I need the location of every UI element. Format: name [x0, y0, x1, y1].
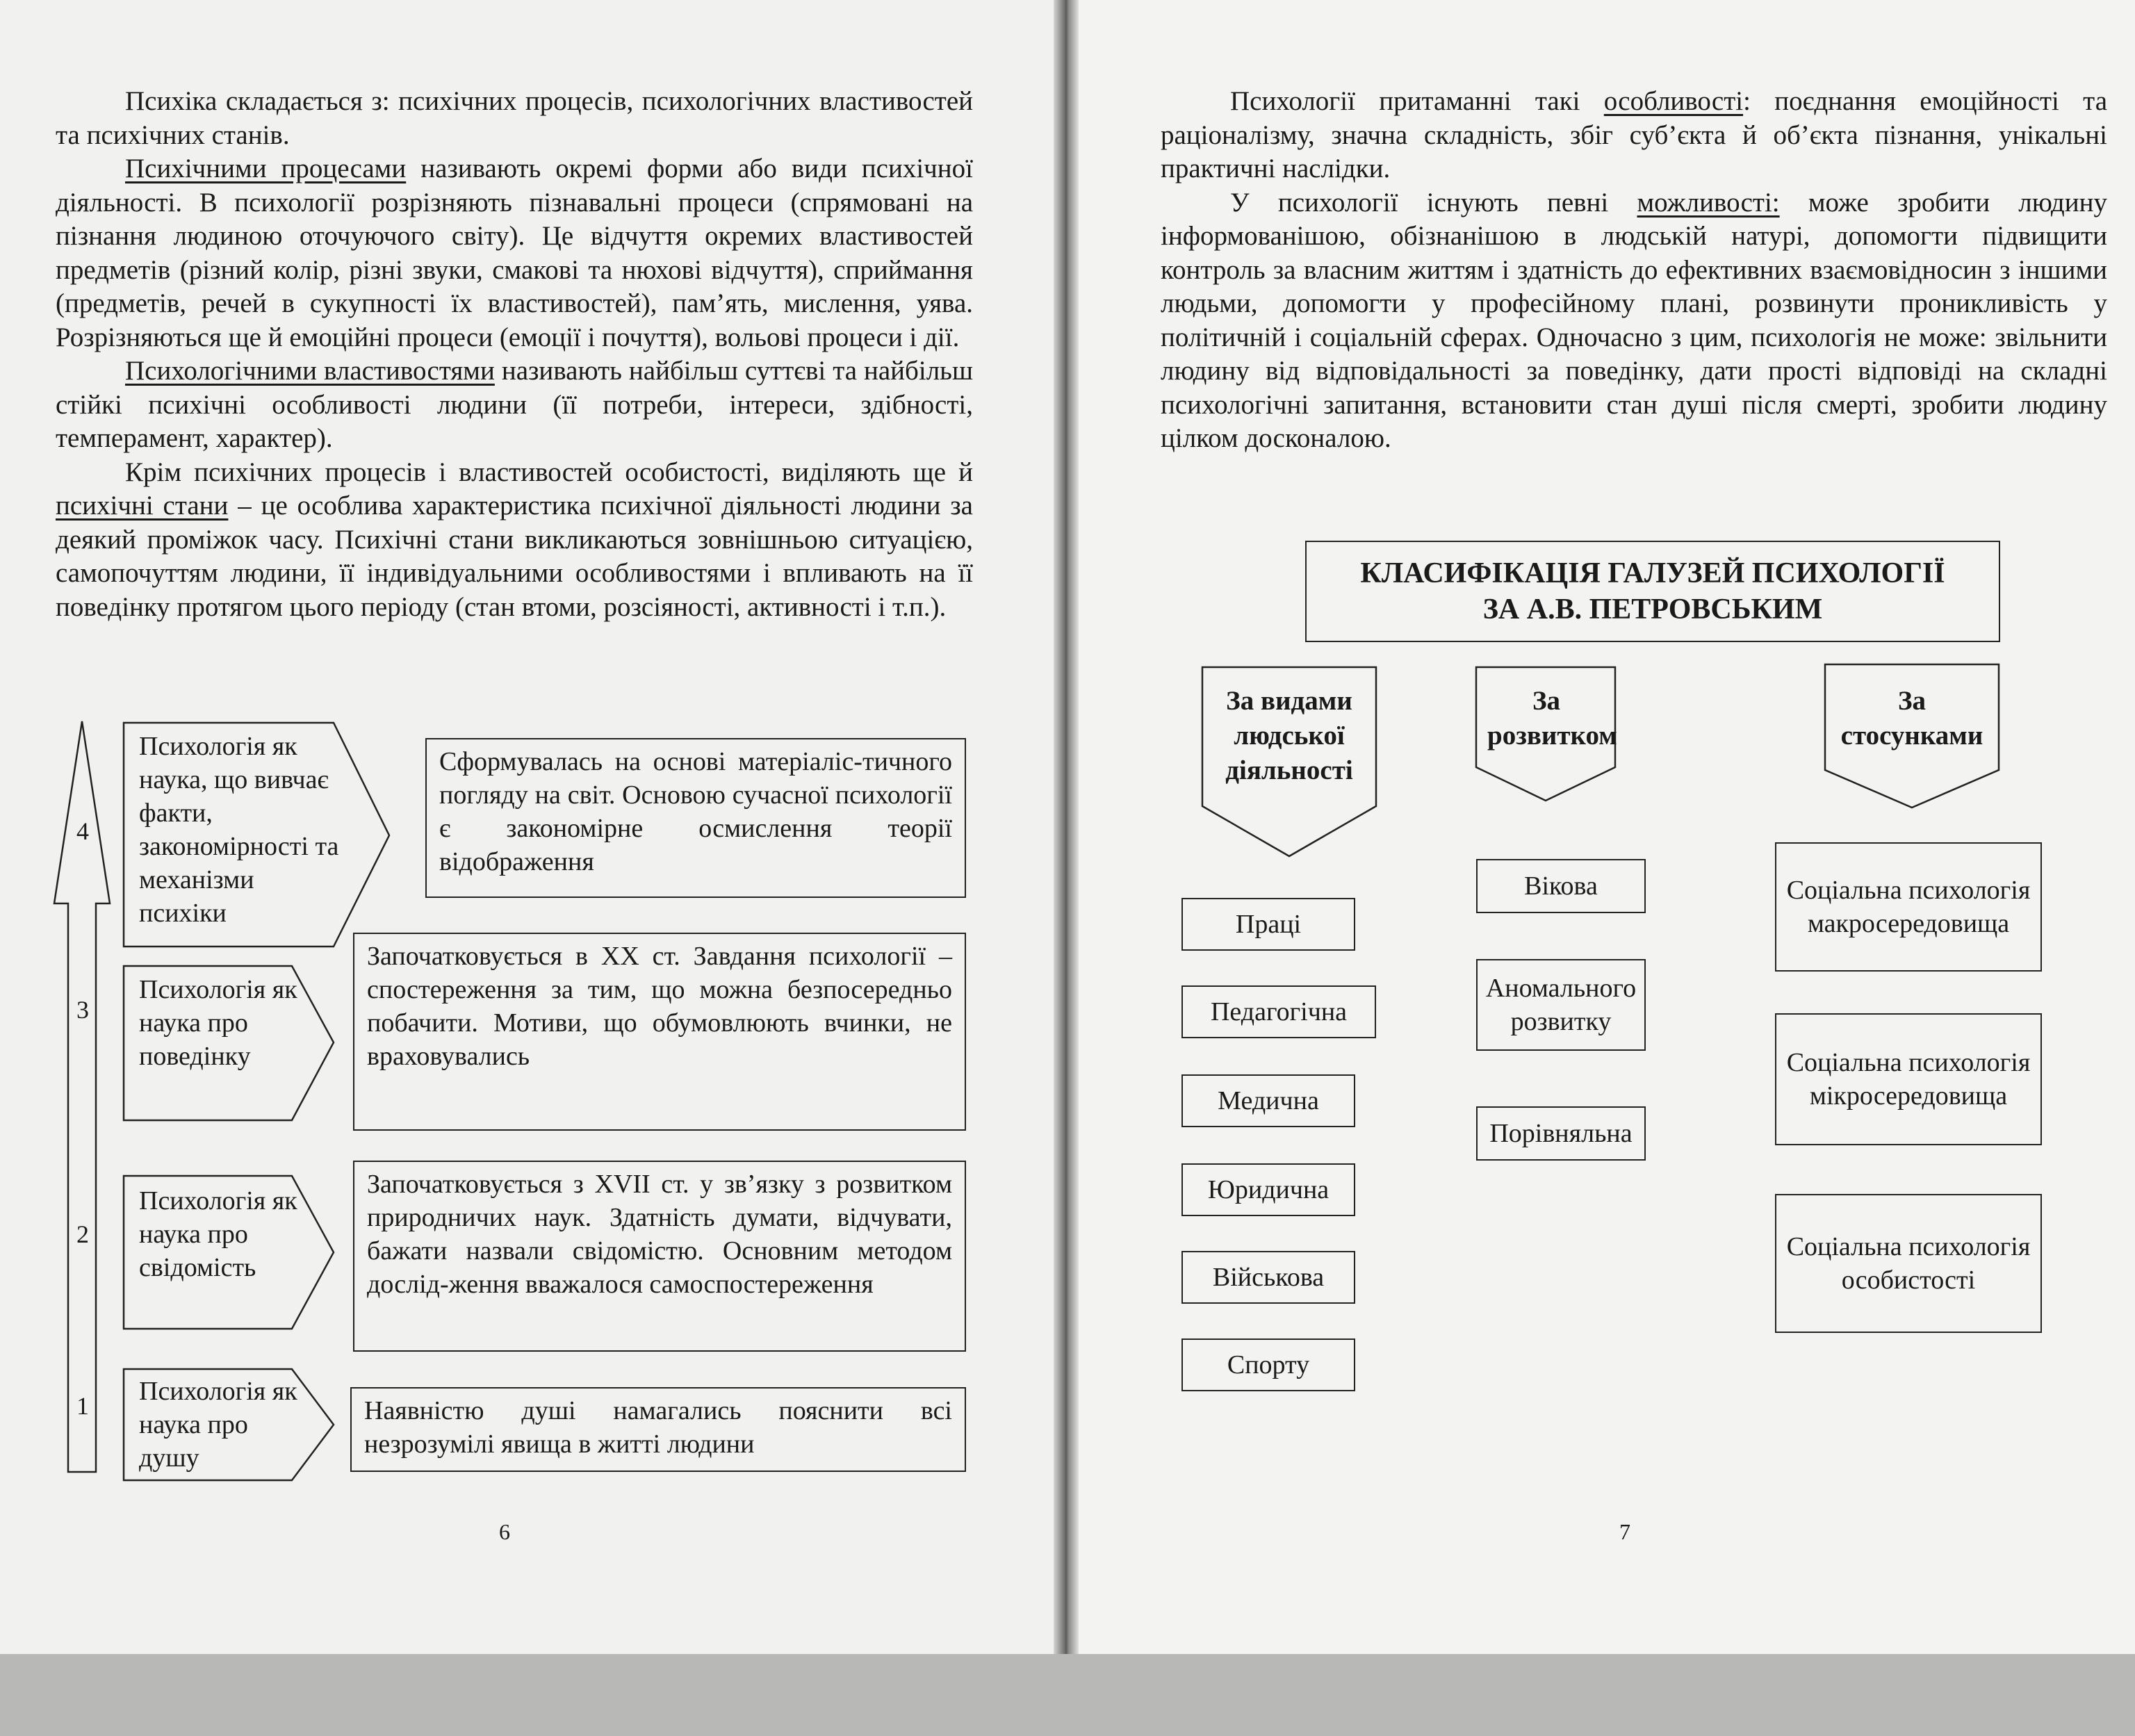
stage-4-label: Психологія як наука, що вивчає факти, закономірності та механізми психіки: [139, 732, 339, 928]
branch-labour: Праці: [1181, 898, 1355, 951]
left-page: [0, 0, 1062, 1736]
stage-number-4: 4: [76, 817, 89, 845]
branch-social-macro: Соціальна психологія макросередовища: [1775, 842, 2042, 972]
book-spine-gutter: [1054, 0, 1079, 1736]
paragraph-properties: Психологічними властивостями називають найбільш суттєві та найбільш стійкі психічні особливості людини (її потреби, інтереси, здібності, темперамент, характер).: [56, 356, 973, 453]
stage-number-2: 2: [76, 1220, 89, 1248]
stage-number-1: 1: [76, 1392, 89, 1420]
branch-age: Вікова: [1476, 859, 1646, 913]
diagram-title: КЛАСИФІКАЦІЯ ГАЛУЗЕЙ ПСИХОЛОГІЇ ЗА А.В. ПЕТРОВСЬКИМ: [1305, 541, 2000, 642]
stage-2-description: Започатковується з XVII ст. у зв’язку з розвитком природничих наук. Здатність думати, відчувати, бажати назвали свідомістю. Основним методом дослід-ження вважалося самоспостереження: [353, 1161, 966, 1352]
right-page: [1070, 0, 2135, 1736]
page-number-left: 6: [499, 1519, 510, 1544]
paragraph-states: Крім психічних процесів і властивостей особистості, виділяють ще й психічні стани – це особлива характеристика психічної діяльності людини за деякий проміжок часу. Психічні стани викликаються зовнішньою ситуацією, самопочуттям людини, її індивідуальними особливостями і впливають на її поведінку протягом цього періоду (стан втоми, розсіяності, активності і т.п.).: [56, 457, 973, 622]
paragraph-possibilities: У психології існують певні можливості: може зробити людину інформованішою, обізнанішою в людській натурі, допомогти підвищити контроль за власним життям і здатність до ефективних взаємовідносин з іншими людьми, допомогти у професійному плані, розвинути проникливість у політичній і соціальній сферах. Одночасно з цим, психологія не може: звільнити людину від відповідальності за поведінку, дати прості відповіді на складні психологічні запитання, встановити стан душі після смерті, зробити людину цілком досконалою.: [1161, 187, 2107, 453]
paragraph-processes: Психічними процесами називають окремі форми або види психічної діяльності. В психології розрізняють пізнавальні процеси (спрямовані на пізнання людиною оточуючого світу). Це відчуття окремих властивостей предметів (різний колір, різні звуки, смакові та нюхові відчуття), сприймання (предметів, речей в сукупності їх властивостей), пам’ять, мислення, уява. Розрізняються ще й емоційні процеси (емоції і почуття), вольові процеси і дії.: [56, 154, 974, 352]
branch-military: Військова: [1181, 1251, 1355, 1304]
stage-3-label: Психологія як наука про поведінку: [139, 975, 297, 1071]
stage-2-label: Психологія як наука про свідомість: [139, 1186, 297, 1282]
page-number-right: 7: [1619, 1519, 1630, 1544]
paragraph-features: Психології притаманні такі особливості: поєднання емоційності та раціоналізму, значна складність, збіг суб’єкта й об’єкта пізнання, унікальні практичні наслідки.: [1161, 86, 2107, 183]
stage-4-description: Сформувалась на основі матеріаліс-тичного погляду на світ. Основою сучасної психології є закономірне осмислення теорії відображення: [425, 738, 966, 898]
category-activity-label: За видами людської діяльності: [1225, 686, 1353, 785]
stage-number-3: 3: [76, 996, 89, 1024]
branch-social-micro: Соціальна психологія мікросередовища: [1775, 1013, 2042, 1145]
category-development-label: За розвитком: [1487, 686, 1617, 751]
branch-medical: Медична: [1181, 1074, 1355, 1127]
branch-comparative: Порівняльна: [1476, 1106, 1646, 1161]
branch-abnormal-development: Аномального розвитку: [1476, 959, 1646, 1051]
branch-social-personality: Соціальна психологія особистості: [1775, 1194, 2042, 1333]
branch-legal: Юридична: [1181, 1163, 1355, 1216]
stage-1-description: Наявністю душі намагались пояснити всі незрозумілі явища в житті людини: [350, 1387, 966, 1472]
stage-1-label: Психологія як наука про душу: [139, 1377, 297, 1473]
branch-pedagogical: Педагогічна: [1181, 985, 1376, 1038]
paragraph-psyche-structure: Психіка складається з: психічних процесів, психологічних властивостей та психічних станів.: [56, 86, 973, 150]
category-relations-label: За стосунками: [1840, 686, 1983, 751]
stage-3-description: Започатковується в XX ст. Завдання психології – спостереження за тим, що можна безпосередньо побачити. Мотиви, що обумовлюють вчинки, не враховувались: [353, 933, 966, 1131]
branch-sport: Спорту: [1181, 1338, 1355, 1391]
scanner-bed-strip: [0, 1654, 2135, 1736]
